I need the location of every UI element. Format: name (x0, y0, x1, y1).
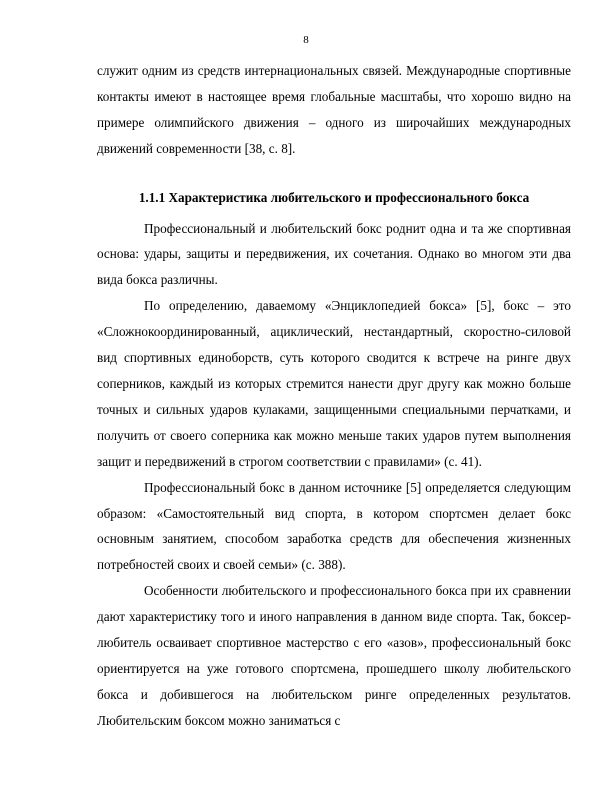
paragraph: По определению, даваемому «Энциклопедией бокса» [5], бокс – это «Сложнокоординированный, ациклический, нестандартный, скоростно-силовой вид спортивных единоборств, суть которого сводится к встрече на ринге двух соперников, каждый из которых стремится нанести друг другу как можно больше точных и сильных ударов кулаками, защищенными специальными перчатками, и получить от своего соперника как можно меньше таких ударов путем выполнения защит и передвижений в строгом соответствии с правилами» (с. 41). (97, 298, 571, 469)
section-heading: 1.1.1 Характеристика любительского и профессионального бокса (138, 189, 530, 205)
paragraph: Профессиональный бокс в данном источнике [5] определяется следующим образом: «Самостоятельный вид спорта, в котором спортсмен делает бокс основным занятием, способом заработка средств для обеспечения жизненных потребностей своих и своей семьи» (с. 388). (97, 479, 571, 573)
paragraph-continuation: служит одним из средств интернациональных связей. Международные спортивные контакты имеют в настоящее время глобальные масштабы, что хорошо видно на примере олимпийского движения – одного из широчайших международных движений современности [38, с. 8]. (97, 63, 571, 156)
page-number: 8 (303, 34, 309, 46)
page-body (97, 58, 571, 734)
paragraph: Особенности любительского и профессионального бокса при их сравнении дают характеристику того и иного направления в данном виде спорта. Так, боксер-любитель осваивает спортивное мастерство с его «азов», профессиональный бокс ориентируется на уже готового спортсмена, прошедшего школу любительского бокса и добившегося на любительском ринге определенных результатов. Любительским боксом можно заниматься с (97, 583, 571, 728)
paragraph: Профессиональный и любительский бокс роднит одна и та же спортивная основа: удары, защиты и передвижения, их сочетания. Однако во многом эти два вида бокса различны. (97, 220, 571, 288)
